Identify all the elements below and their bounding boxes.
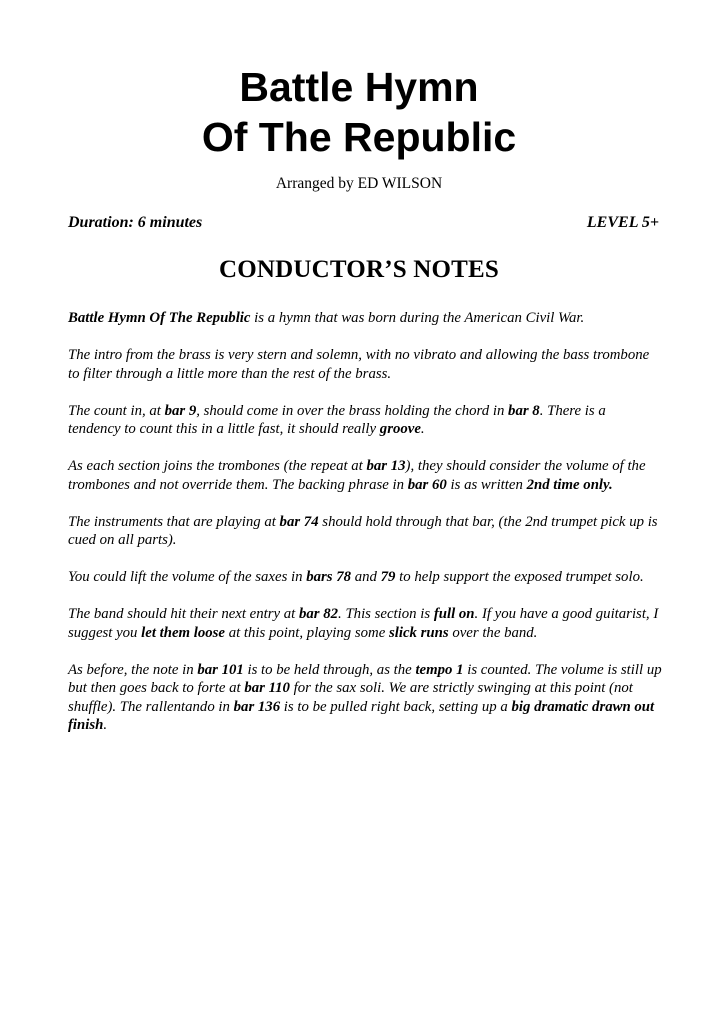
conductors-notes-heading: CONDUCTOR’S NOTES xyxy=(218,256,500,283)
emphasis-text: tempo 1 xyxy=(415,661,464,678)
note-paragraph xyxy=(68,605,662,642)
note-paragraph xyxy=(68,402,662,439)
duration-label: Duration: 6 minutes xyxy=(68,214,203,231)
note-text: As each section joins the trombones (the repeat at xyxy=(68,458,367,474)
emphasis-text: slick runs xyxy=(389,624,449,641)
emphasis-text: bar 136 xyxy=(233,698,281,715)
note-text: ), they should consider the volume of the trombones and not override them. The backing phrase in xyxy=(68,458,646,493)
note-text: The band should hit their next entry at xyxy=(68,606,299,622)
title-line-1: Battle Hymn xyxy=(239,64,479,110)
note-text: The instruments that are playing at xyxy=(68,513,280,530)
emphasis-text: full on xyxy=(433,606,475,622)
arranger-credit: Arranged by ED WILSON xyxy=(275,175,443,192)
meta-row xyxy=(68,214,659,236)
note-text: for the sax soli. We are strictly swinging at this point (not shuffle). The rallentando in xyxy=(68,680,633,715)
note-text: . xyxy=(420,421,425,437)
emphasis-text: 2nd time only. xyxy=(526,476,613,493)
emphasis-text: bar 13 xyxy=(366,458,406,474)
note-text: The intro from the brass is very stern and solemn, with no vibrato and allowing the bass trombone to filter through a little more than the rest of the brass. xyxy=(68,347,650,382)
note-paragraph xyxy=(68,457,662,494)
note-text: is as written xyxy=(446,476,527,493)
notes-body xyxy=(68,309,662,753)
note-text: is to be held through, as the xyxy=(243,661,416,678)
emphasis-text: let them loose xyxy=(141,624,225,641)
note-text: should hold through that bar, (the 2nd trumpet pick up is cued on all parts). xyxy=(68,513,658,548)
note-text: and xyxy=(351,569,381,585)
note-paragraph xyxy=(68,513,662,550)
note-text: . xyxy=(103,717,108,733)
note-paragraph xyxy=(68,568,662,587)
emphasis-text: bars 78 xyxy=(306,569,352,585)
note-paragraph xyxy=(68,346,662,383)
emphasis-text: bar 110 xyxy=(244,680,290,696)
note-paragraph xyxy=(68,309,662,328)
note-paragraph xyxy=(68,661,662,735)
emphasis-text: bar 60 xyxy=(407,476,447,493)
emphasis-text: 79 xyxy=(380,569,396,585)
note-text: . This section is xyxy=(338,606,434,622)
emphasis-text: groove xyxy=(379,421,421,437)
emphasis-text: bar 101 xyxy=(197,661,244,678)
note-text: is to be pulled right back, setting up a xyxy=(280,698,512,715)
note-text: . If you have a good guitarist, I suggest you xyxy=(68,606,659,641)
note-text: , should come in over the brass holding the chord in xyxy=(196,402,509,419)
emphasis-text: bar 9 xyxy=(164,402,197,419)
note-text: is a hymn that was born during the American Civil War. xyxy=(250,310,585,326)
note-text: over the band. xyxy=(448,624,538,641)
note-text: You could lift the volume of the saxes in xyxy=(68,569,307,585)
emphasis-text: bar 82 xyxy=(298,606,339,622)
note-text: is counted. The volume is still up but then goes back to forte at xyxy=(68,661,662,696)
note-text: The count in, at xyxy=(68,402,165,419)
note-text: . There is a tendency to count this in a little fast, it should really xyxy=(68,402,606,437)
emphasis-text: bar 8 xyxy=(508,402,540,419)
note-text: to help support the exposed trumpet solo. xyxy=(395,569,644,585)
level-label: LEVEL 5+ xyxy=(586,214,659,231)
note-text: As before, the note in xyxy=(68,661,198,678)
emphasis-text: big dramatic drawn out finish xyxy=(68,698,655,733)
title-line-2: Of The Republic xyxy=(201,114,517,160)
emphasis-text: Battle Hymn Of The Republic xyxy=(68,310,251,326)
emphasis-text: bar 74 xyxy=(279,513,319,530)
note-text: at this point, playing some xyxy=(225,624,389,641)
